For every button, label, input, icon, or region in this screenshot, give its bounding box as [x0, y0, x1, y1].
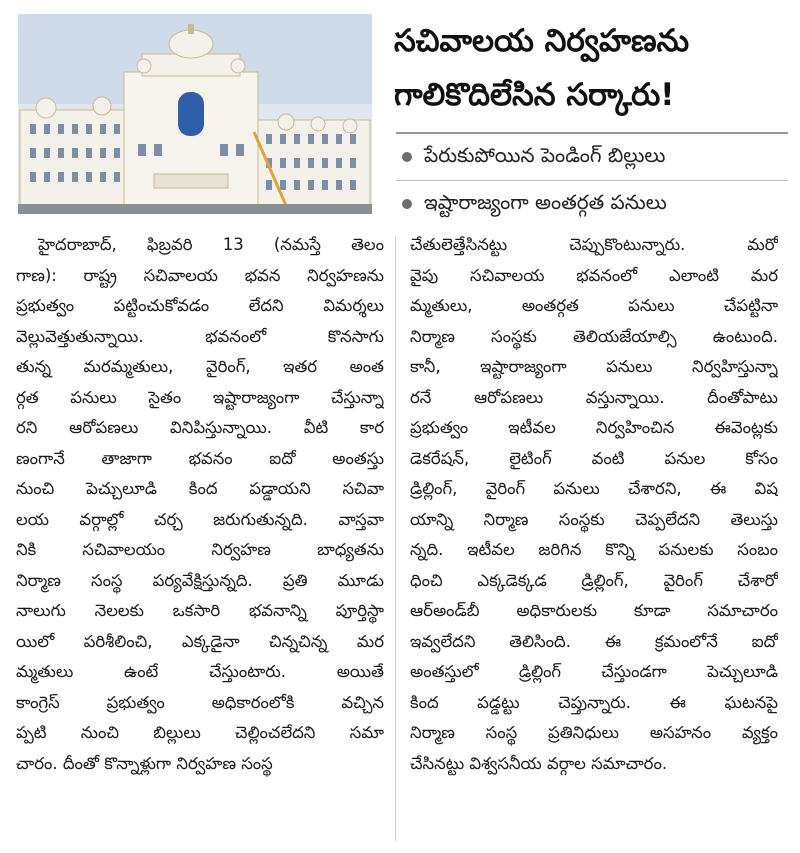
article-line: ఆర్అండ్‌బీ అధికారులకు కూడా సమాచారం: [410, 601, 778, 620]
article-line: చేసినట్టు విశ్వసనీయ వర్గాల సమాచారం.: [410, 753, 668, 773]
article-line: కాంగ్రెస్ ప్రభుత్వం అధికారంలోకి వచ్చిన: [16, 692, 384, 712]
secretariat-building-photo: [18, 14, 372, 214]
column-divider: [395, 236, 396, 841]
article-line: యాన్ని నిర్మాణ సంస్థకు చెప్పలేదని తెలుస్తు: [410, 509, 778, 529]
article-line: డెకరేషన్, లైటింగ్ వంటి పనుల కోసం: [410, 448, 778, 468]
article-line: నిర్మాణ సంస్థ పర్యవేక్షిస్తున్నది. ప్రతి మూడు: [16, 570, 384, 590]
article-line: ప్పటి నుంచి బిల్లులు చెల్లించలేదని సమా: [16, 723, 384, 742]
bullet-text: ఇష్టారాజ్యంగా అంతర్గత పనులు: [424, 189, 667, 214]
article-line: మ్మతులు, అంతర్గత పనులు చేపట్టినా: [410, 296, 778, 315]
article-line: వెల్లువెత్తుతున్నాయి. భవనంలో కొనసాగు: [16, 326, 384, 346]
article-line: నిర్మాణ సంస్థ ప్రతినిధులు అసహనం వ్యక్తం: [410, 723, 778, 742]
article-line: ప్రభుత్వం పట్టించుకోవడం లేదని విమర్శలు: [16, 296, 384, 315]
article-line: గాణ): రాష్ట్ర సచివాలయ భవన నిర్వహణను: [16, 265, 384, 285]
article-column-right: [410, 230, 778, 779]
article-line: ధించి ఎక్కడెక్కడ డ్రిల్లింగ్, వైరింగ్ చేశారో: [410, 570, 778, 590]
article-line: ణంగానే తాజాగా భవనం ఐదో అంతస్తు: [16, 448, 384, 468]
subheadline-bullets: [396, 132, 788, 227]
headline: [394, 14, 786, 122]
article-line: నుంచి పెచ్చులూడి కింద పడ్డాయని సచివా: [16, 479, 384, 498]
bullet-item: [396, 180, 788, 227]
article-line: రని ఆరోపణలు వినిపిస్తున్నాయి. వీటి కార: [16, 418, 384, 437]
article-line: ర్గత పనులు సైతం ఇష్టారాజ్యంగా చేస్తున్నా: [16, 387, 384, 407]
article-line: చేతులెత్తేసినట్టు చెప్పుకొంటున్నారు. మరో: [410, 235, 778, 254]
article-line: మ్మతులు ఉంటే చేస్తుంటారు. అయితే: [16, 662, 384, 681]
article-line: నాలుగు నెలలకు ఒకసారి భవనాన్ని పూర్తిస్థా: [16, 601, 384, 620]
article-line: చారం. దీంతో కొన్నాళ్లుగా నిర్వహణ సంస్థ: [16, 753, 273, 773]
article-line: రనే ఆరోపణలు వస్తున్నాయి. దీంతోపాటు: [410, 387, 778, 407]
article-line: అంతస్తులో డ్రిల్లింగ్ చేస్తుండగా పెచ్చులూడి: [410, 662, 778, 681]
article-line: కింద పడ్డట్టు చెప్తున్నారు. ఈ ఘటనపై: [410, 692, 778, 712]
building-illustration: [18, 14, 372, 214]
headline-line-2: గాలికొదిలేసిన సర్కారు!: [394, 77, 675, 113]
article-line: తున్న మరమ్మతులు, వైరింగ్, ఇతర అంత: [16, 357, 384, 376]
bullet-dot-icon: [402, 199, 412, 209]
article-line: నిర్మాణ సంస్థకు తెలియజేయాల్సి ఉంటుంది.: [410, 326, 778, 346]
article-line: హైదరాబాద్, ఫిబ్రవరి 13 (నమస్తే తెలం: [38, 235, 384, 254]
bullet-item: [396, 132, 788, 180]
article-line: నికి సచివాలయం నిర్వహణ బాధ్యతను: [16, 540, 384, 559]
article-line: న్నది. ఇటీవల జరిగిన కొన్ని పనులకు సంబం: [410, 540, 778, 559]
article-line: వైపు సచివాలయ భవనంలో ఎలాంటి మర: [410, 265, 778, 285]
article-column-left: [16, 230, 384, 779]
article-line: ప్రభుత్వం ఇటీవల నిర్వహించిన ఈవెంట్లకు: [410, 418, 778, 437]
bullet-text: పేరుకుపోయిన పెండింగ్ బిల్లులు: [424, 142, 666, 167]
article-line: డ్రిల్లింగ్, వైరింగ్ పనులు చేశారని, ఈ విష: [410, 479, 778, 498]
article-line: ఇవ్వలేదని తెలిసింది. ఈ క్రమంలోనే ఐదో: [410, 631, 778, 651]
article-line: లయ వర్గాల్లో చర్చ జరుగుతున్నది. వాస్తవా: [16, 509, 384, 529]
bullet-dot-icon: [402, 152, 412, 162]
article-line: యిలో పరిశీలించి, ఎక్కడైనా చిన్నచిన్న మర: [16, 631, 384, 651]
article-line: కానీ, ఇష్టారాజ్యంగా పనులు నిర్వహిస్తున్నా: [410, 357, 778, 376]
headline-line-1: సచివాలయ నిర్వహణను: [394, 23, 690, 59]
